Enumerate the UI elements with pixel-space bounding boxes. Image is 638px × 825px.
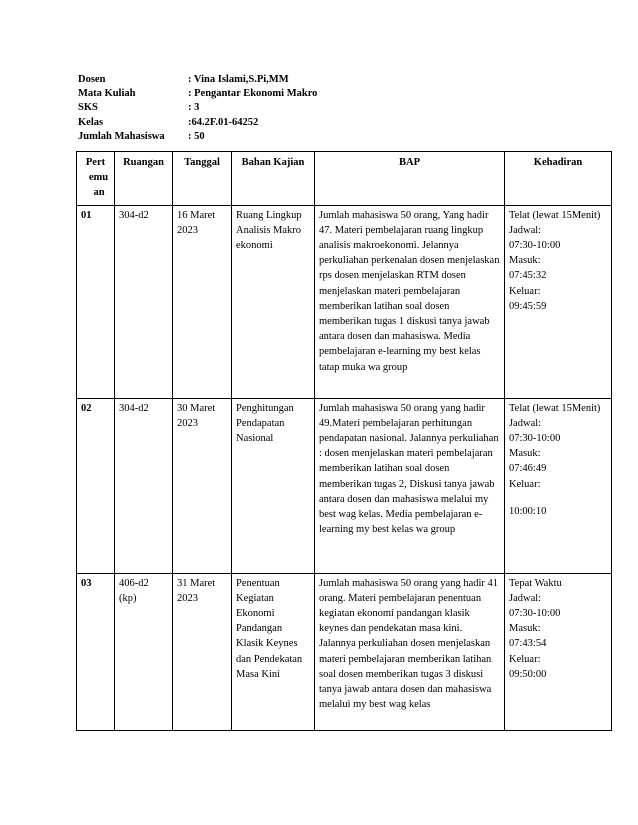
- info-label: SKS: [78, 102, 98, 114]
- tanggal-cell: 31 Maret 2023: [173, 573, 232, 730]
- kehadiran-cell: [505, 573, 612, 730]
- keluar-label: Keluar:: [509, 653, 541, 665]
- masuk-value: 07:45:32: [509, 270, 547, 282]
- info-sks: [78, 101, 317, 115]
- jadwal-label: Jadwal:: [509, 592, 542, 604]
- tanggal-cell: 30 Maret 2023: [173, 398, 232, 573]
- hadir-status: Telat (lewat 15Menit): [509, 209, 601, 221]
- info-dosen: [78, 73, 317, 87]
- masuk-label: Masuk:: [509, 448, 541, 460]
- ruangan-cell: 406-d2 (kp): [115, 573, 173, 730]
- bap-cell: Jumlah mahasiswa 50 orang, Yang hadir 47. Materi pembelajaran ruang lingkup analisis makroekonomi. Jelannya perkuliahan perkenalan dosen menjelaskan rps dosen menjelaskan RTM dosen menjelaskan materi pembelajaran memberikan latihan soal dosen memberikan tugas 1 diskusi tanya jawab antara dosen dan mahasiswa. Media pembelajaran e-learning my best kelas tatap muka wa group: [315, 205, 505, 398]
- info-value: :64.2F.01-64252: [188, 116, 259, 128]
- masuk-value: 07:43:54: [509, 638, 547, 650]
- jadwal-label: Jadwal:: [509, 417, 542, 429]
- pertemuan-number: 01: [77, 205, 115, 398]
- hadir-status: Tepat Waktu: [509, 577, 562, 589]
- tanggal-cell: 16 Maret 2023: [173, 205, 232, 398]
- header-ruangan: Ruangan: [115, 152, 173, 206]
- info-value: : Vina Islami,S.Pi,MM: [188, 74, 289, 85]
- info-label: Mata Kuliah: [78, 88, 136, 100]
- keluar-label: Keluar:: [509, 285, 541, 297]
- bap-cell: Jumlah mahasiswa 50 orang yang hadir 41 orang. Materi pembelajaran penentuan kegiatan ekonomi pandangan klasik keynes dan pendekatan masa kini. Jalannya perkuliahan dosen menjelaskan materi pembelajaran memberikan latihan soal dosen memberikan tugas 3 diskusi tanya jawab antara dosen dan mahasiswa melalui my best wag kelas: [315, 573, 505, 730]
- masuk-value: 07:46:49: [509, 463, 547, 475]
- bahan-cell: Penentuan Kegiatan Ekonomi Pandangan Klasik Keynes dan Pendekatan Masa Kini: [232, 573, 315, 730]
- bap-cell: Jumlah mahasiswa 50 orang yang hadir 49.Materi pembelajaran perhitungan pendapatan nasional. Jalannya perkuliahan : dosen menjelaskan materi pembelajaran memberikan latihan soal dosen memberikan tugas 2, Diskusi tanya jawab antara dosen dan mahasiswa melalui my best wag kelas. Media pembelajaran e-learning my best kelas wa group: [315, 398, 505, 573]
- keluar-label: Keluar:: [509, 478, 541, 490]
- header-tanggal: Tanggal: [173, 152, 232, 206]
- info-value: : Pengantar Ekonomi Makro: [188, 88, 318, 100]
- bahan-cell: Penghitungan Pendapatan Nasional: [232, 398, 315, 573]
- masuk-label: Masuk:: [509, 623, 541, 635]
- course-info: [78, 73, 317, 144]
- info-value: : 50: [188, 130, 205, 142]
- keluar-value: 10:00:10: [509, 505, 547, 517]
- table-row: [77, 573, 612, 730]
- pertemuan-number: 03: [77, 573, 115, 730]
- header-bahan-kajian: Bahan Kajian: [232, 152, 315, 206]
- info-jumlah-mahasiswa: [78, 130, 317, 144]
- header-pertemuan: Pert emu an: [77, 152, 115, 206]
- header-kehadiran: Kehadiran: [505, 152, 612, 206]
- info-kelas: [78, 116, 317, 130]
- info-mata-kuliah: [78, 87, 317, 101]
- jadwal-label: Jadwal:: [509, 224, 542, 236]
- keluar-value: 09:45:59: [509, 300, 547, 312]
- hadir-status: Telat (lewat 15Menit): [509, 402, 601, 414]
- table-row: [77, 205, 612, 398]
- pertemuan-number: 02: [77, 398, 115, 573]
- bahan-cell: Ruang Lingkup Analisis Makro ekonomi: [232, 205, 315, 398]
- jadwal-value: 07:30-10:00: [509, 240, 561, 252]
- info-label: Kelas: [78, 116, 104, 128]
- bap-table: [76, 151, 612, 731]
- keluar-value: 09:50:00: [509, 668, 547, 680]
- table-header-row: [77, 152, 612, 206]
- jadwal-value: 07:30-10:00: [509, 608, 561, 620]
- jadwal-value: 07:30-10:00: [509, 433, 561, 445]
- table-row: [77, 398, 612, 573]
- info-label: Jumlah Mahasiswa: [78, 130, 165, 142]
- ruangan-cell: 304-d2: [115, 205, 173, 398]
- header-bap: BAP: [315, 152, 505, 206]
- ruangan-cell: 304-d2: [115, 398, 173, 573]
- masuk-label: Masuk:: [509, 255, 541, 267]
- kehadiran-cell: [505, 398, 612, 573]
- kehadiran-cell: [505, 205, 612, 398]
- info-label: Dosen: [78, 74, 106, 85]
- info-value: : 3: [188, 102, 200, 114]
